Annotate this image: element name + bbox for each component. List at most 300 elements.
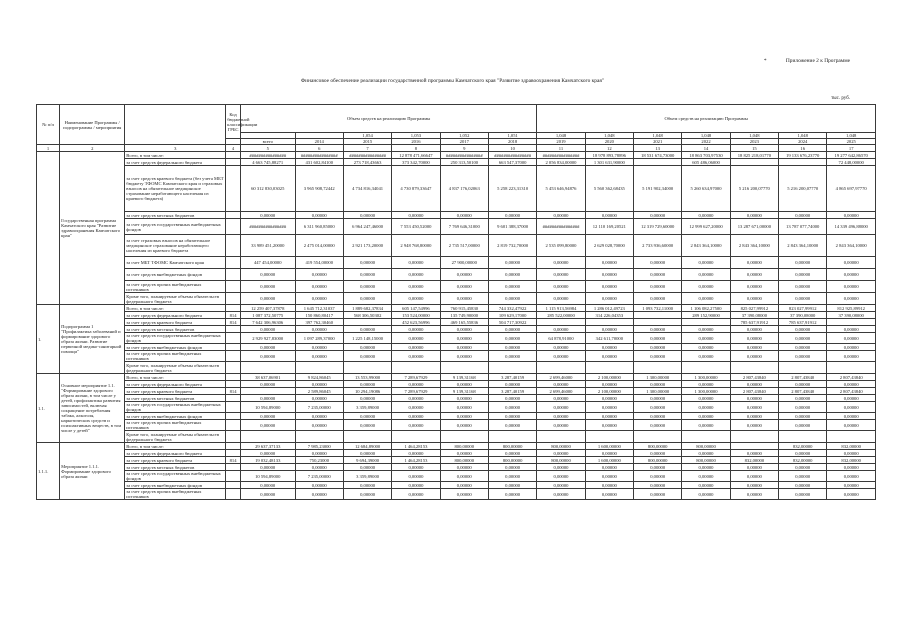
amount-cell: 0,00000 <box>779 293 827 305</box>
amount-cell: 0,00000 <box>392 471 440 482</box>
amount-cell: 0,00000 <box>295 212 343 219</box>
amount-cell <box>240 388 295 395</box>
amount-cell: 0,00000 <box>730 293 778 305</box>
header-year: 2018 <box>488 139 536 145</box>
amount-cell: 0,00000 <box>295 351 343 362</box>
column-number: 8 <box>392 145 440 152</box>
amount-cell: 0,00000 <box>392 326 440 333</box>
amount-cell: 0,00000 <box>537 464 585 471</box>
amount-cell: 12 319 729,60000 <box>634 219 682 235</box>
amount-cell: 0,00000 <box>295 344 343 351</box>
amount-cell: 0,00000 <box>488 489 536 500</box>
amount-cell: 0,00000 <box>730 471 778 482</box>
amount-cell <box>730 443 778 450</box>
amount-cell: 0,00000 <box>440 344 488 351</box>
amount-cell: 0,00000 <box>827 293 876 305</box>
amount-cell: 0,00000 <box>634 450 682 457</box>
column-number: 17 <box>827 145 876 152</box>
amount-cell: 0,00000 <box>392 293 440 305</box>
amount-cell: 19 133 676,23770 <box>779 152 827 159</box>
amount-cell: 832,00000 <box>827 457 876 464</box>
amount-cell: 18 863 703,97530 <box>682 152 730 159</box>
amount-cell: 2 807,43840 <box>730 374 778 381</box>
amount-cell: 2 843 364,10000 <box>827 235 876 257</box>
header-year: 2019 <box>537 139 585 145</box>
amount-cell: 0,00000 <box>537 413 585 420</box>
amount-cell: 1 225 148,15000 <box>343 333 391 344</box>
amount-cell: 447 454,00000 <box>240 257 295 269</box>
funding-source-label: за счет средств краевого бюджета <box>125 457 226 464</box>
amount-cell: 0,00000 <box>730 489 778 500</box>
amount-cell: 0,00000 <box>634 381 682 388</box>
section-name: Основное мероприятие 1.1. "Формирование здорового образа жизни, в том числе у детей, профилактика развития зависимостей, включая сокращение потребления табака, алкоголя, наркотических средств и психоактивных веществ, в том числе у детей" <box>60 374 125 443</box>
header-kbk-code: 1,052 <box>440 133 488 139</box>
table-row <box>37 395 876 402</box>
header-year-total: всего <box>240 139 295 145</box>
amount-cell: 0,00000 <box>240 450 295 457</box>
amount-cell: 0,00000 <box>779 413 827 420</box>
amount-cell: 0,00000 <box>392 269 440 281</box>
header-year: 2017 <box>440 139 488 145</box>
amount-cell: 0,00000 <box>827 413 876 420</box>
funding-source-label: за счет средств государственных внебюджетных фондов <box>125 219 226 235</box>
amount-cell: 3 359,89000 <box>343 471 391 482</box>
amount-cell <box>585 362 633 374</box>
amount-cell: 0,00000 <box>488 464 536 471</box>
funding-source-label: за счет средств прочих внебюджетных источников <box>125 420 226 431</box>
amount-cell: 10 594,89000 <box>240 471 295 482</box>
amount-cell: 0,00000 <box>634 402 682 413</box>
amount-cell: 0,00000 <box>440 402 488 413</box>
amount-cell: 0,00000 <box>779 489 827 500</box>
grbs-code <box>226 489 241 500</box>
amount-cell: 1 600,00000 <box>585 457 633 464</box>
amount-cell: 0,00000 <box>827 395 876 402</box>
grbs-code <box>226 212 241 219</box>
amount-cell: 2 807,43840 <box>827 388 876 395</box>
amount-cell: 0,00000 <box>730 381 778 388</box>
amount-cell <box>488 431 536 443</box>
amount-cell: 0,00000 <box>343 450 391 457</box>
header-year: 2022 <box>682 139 730 145</box>
grbs-code <box>226 395 241 402</box>
amount-cell: 38 637,06901 <box>240 374 295 381</box>
amount-cell: 0,00000 <box>730 464 778 471</box>
amount-cell: 0,00000 <box>537 212 585 219</box>
amount-cell: 1 093 732,11000 <box>634 305 682 312</box>
amount-cell: 0,00000 <box>634 281 682 293</box>
amount-cell <box>440 362 488 374</box>
amount-cell: 1 300,00000 <box>634 388 682 395</box>
section-name: Мероприятие 1.1.1. Формирование здорового образа жизни <box>60 443 125 500</box>
amount-cell <box>634 362 682 374</box>
amount-cell: 0,00000 <box>392 395 440 402</box>
amount-cell: ################ <box>240 219 295 235</box>
amount-cell: 0,00000 <box>440 464 488 471</box>
amount-cell: 0,00000 <box>240 420 295 431</box>
amount-cell: 452 623,56996 <box>392 319 440 326</box>
amount-cell: 14 339 496,88000 <box>827 219 876 235</box>
amount-cell: 7 289,67929 <box>392 374 440 381</box>
amount-cell: 0,00000 <box>295 269 343 281</box>
grbs-code <box>226 362 241 374</box>
amount-cell: 0,00000 <box>343 482 391 489</box>
amount-cell: 0,00000 <box>779 269 827 281</box>
amount-cell: 5 216 200,07770 <box>730 166 778 212</box>
amount-cell: 800,00000 <box>634 443 682 450</box>
header-kbk-code: 1,051 <box>488 133 536 139</box>
amount-cell: 0,00000 <box>295 464 343 471</box>
amount-cell: 0,00000 <box>295 293 343 305</box>
amount-cell: 37 390,08000 <box>730 312 778 319</box>
amount-cell: 823 027,99912 <box>779 305 827 312</box>
amount-cell: 0,00000 <box>779 420 827 431</box>
amount-cell: 3 965 908,72442 <box>295 166 343 212</box>
amount-cell <box>240 431 295 443</box>
amount-cell <box>585 319 633 326</box>
amount-cell: 0,00000 <box>634 293 682 305</box>
funding-source-label: за счет средств краевого бюджета (без учета МБТ бюджету ТФОМС Камчатского края и страховых взносов на обязательное медицинское страхование неработающего населения из краевого бюджета) <box>125 166 226 212</box>
amount-cell: 0,00000 <box>440 269 488 281</box>
amount-cell: 0,00000 <box>488 351 536 362</box>
amount-cell: 785 637,91912 <box>779 319 827 326</box>
grbs-code <box>226 464 241 471</box>
appendix-label: Приложение 2 к Программе <box>785 58 850 64</box>
amount-cell: 568 306,50302 <box>343 312 391 319</box>
amount-cell: 0,00000 <box>537 351 585 362</box>
amount-cell: 0,00000 <box>537 269 585 281</box>
table-row <box>37 319 876 326</box>
amount-cell: 5 191 902,34000 <box>634 166 682 212</box>
amount-cell: 0,00000 <box>488 402 536 413</box>
amount-cell: 0,00000 <box>392 413 440 420</box>
amount-cell <box>634 159 682 166</box>
amount-cell: 4 663 745,88271 <box>240 159 295 166</box>
funding-source-label: за счет средств федерального бюджета <box>125 312 226 319</box>
amount-cell: 0,00000 <box>827 450 876 457</box>
amount-cell: 0,00000 <box>634 212 682 219</box>
amount-cell: 0,00000 <box>240 344 295 351</box>
amount-cell: 0,00000 <box>730 351 778 362</box>
amount-cell: 0,00000 <box>585 450 633 457</box>
header-name: Наименование Программы / подпрограммы / мероприятия <box>60 105 125 145</box>
amount-cell <box>295 431 343 443</box>
amount-cell: 0,00000 <box>779 281 827 293</box>
amount-cell: 1 115 913,56984 <box>537 305 585 312</box>
appendix-note <box>763 58 850 64</box>
amount-cell: 0,00000 <box>488 344 536 351</box>
amount-cell: 0,00000 <box>779 257 827 269</box>
amount-cell: 0,00000 <box>585 351 633 362</box>
amount-cell: 13 553,99000 <box>343 374 391 381</box>
amount-cell: 0,00000 <box>634 344 682 351</box>
amount-cell <box>827 319 876 326</box>
amount-cell: 2 807,43840 <box>779 388 827 395</box>
amount-cell: 0,00000 <box>779 212 827 219</box>
amount-cell: 0,00000 <box>585 257 633 269</box>
amount-cell: ################ <box>537 219 585 235</box>
amount-cell: 0,00000 <box>634 395 682 402</box>
amount-cell: 0,00000 <box>392 212 440 219</box>
amount-cell <box>537 362 585 374</box>
amount-cell: 9 694,39000 <box>343 457 391 464</box>
column-number: 1 <box>37 145 60 152</box>
header-kbk-code: 1,048 <box>682 133 730 139</box>
funding-source-label: Всего, в том числе: <box>125 152 226 159</box>
amount-cell: 0,00000 <box>537 257 585 269</box>
grbs-code <box>226 374 241 381</box>
amount-cell: 0,00000 <box>440 333 488 344</box>
column-number: 14 <box>682 145 730 152</box>
header-index: № п/п <box>37 105 60 145</box>
amount-cell: 6 311 960,85000 <box>295 219 343 235</box>
amount-cell: 0,00000 <box>392 351 440 362</box>
table-row <box>37 482 876 489</box>
amount-cell: 0,00000 <box>730 450 778 457</box>
amount-cell: 0,00000 <box>295 395 343 402</box>
amount-cell: 0,00000 <box>537 293 585 305</box>
amount-cell: 29 637,37133 <box>240 443 295 450</box>
amount-cell: 1 645 712,31037 <box>295 305 343 312</box>
amount-cell: 150 860,80417 <box>295 312 343 319</box>
amount-cell: 0,00000 <box>779 450 827 457</box>
amount-cell: 2 056 834,00000 <box>537 159 585 166</box>
amount-cell: 0,00000 <box>827 381 876 388</box>
table-row <box>37 257 876 269</box>
amount-cell: 0,00000 <box>295 326 343 333</box>
amount-cell: 785 637,91912 <box>730 319 778 326</box>
column-number: 13 <box>634 145 682 152</box>
amount-cell: 10 594,89000 <box>240 402 295 413</box>
grbs-code: 814 <box>226 457 241 464</box>
amount-cell: 0,00000 <box>682 281 730 293</box>
amount-cell: 2 929 927,83000 <box>240 333 295 344</box>
table-row <box>37 269 876 281</box>
table-row <box>37 413 876 420</box>
amount-cell: 0,00000 <box>240 326 295 333</box>
amount-cell: 0,00000 <box>827 420 876 431</box>
section-name: Подпрограмма 1 "Профилактика заболеваний и формирование здорового образа жизни. Развитие первичной медико-санитарной помощи" <box>60 305 125 374</box>
funding-source-label: за счет средств государственных внебюджетных фондов <box>125 471 226 482</box>
amount-cell: 0,00000 <box>392 482 440 489</box>
funding-source-label: Всего, в том числе: <box>125 443 226 450</box>
amount-cell: 0,00000 <box>682 464 730 471</box>
amount-cell: 5 258 223,31310 <box>488 166 536 212</box>
amount-cell <box>240 362 295 374</box>
amount-cell: 37 390,08000 <box>827 312 876 319</box>
amount-cell: 0,00000 <box>827 351 876 362</box>
amount-cell: 0,00000 <box>730 212 778 219</box>
table-row <box>37 159 876 166</box>
grbs-code <box>226 152 241 159</box>
table-row <box>37 312 876 319</box>
amount-cell: 0,00000 <box>585 281 633 293</box>
amount-cell: 0,00000 <box>730 333 778 344</box>
amount-cell: 4 865 697,97770 <box>827 166 876 212</box>
amount-cell: 13 787 077,74000 <box>779 219 827 235</box>
amount-cell: 12 684,89000 <box>343 443 391 450</box>
amount-cell: 289 152,90000 <box>682 312 730 319</box>
amount-cell: 0,00000 <box>537 344 585 351</box>
funding-source-label: за счет средств внебюджетных фондов <box>125 482 226 489</box>
amount-cell: 0,00000 <box>343 381 391 388</box>
amount-cell: 0,00000 <box>585 212 633 219</box>
amount-cell: 10 294,19086 <box>343 388 391 395</box>
column-number: 6 <box>295 145 343 152</box>
amount-cell: 812 925,89912 <box>827 305 876 312</box>
amount-cell: 0,00000 <box>682 482 730 489</box>
section-index: 1.1. <box>37 374 60 443</box>
funding-source-label: Кроме того, планируемые объемы обязательств федерального бюджета <box>125 293 226 305</box>
section-row-total <box>37 374 876 381</box>
amount-cell: 1 600,00000 <box>585 443 633 450</box>
amount-cell: 431 602,84100 <box>295 159 343 166</box>
amount-cell <box>392 362 440 374</box>
table-row <box>37 235 876 257</box>
amount-cell: 7 235,00000 <box>295 402 343 413</box>
amount-cell <box>343 319 391 326</box>
column-number: 11 <box>537 145 585 152</box>
amount-cell: 760 915,45830 <box>440 305 488 312</box>
amount-cell: 0,00000 <box>392 464 440 471</box>
amount-cell: 4 734 816,34041 <box>343 166 391 212</box>
amount-cell: 0,00000 <box>537 381 585 388</box>
amount-cell: 0,00000 <box>827 489 876 500</box>
amount-cell: 0,00000 <box>682 395 730 402</box>
funding-source-label: за счет средств прочих внебюджетных источников <box>125 489 226 500</box>
amount-cell <box>730 159 778 166</box>
amount-cell <box>634 312 682 319</box>
amount-cell: 0,00000 <box>440 326 488 333</box>
amount-cell <box>779 431 827 443</box>
amount-cell: 2 807,43840 <box>779 374 827 381</box>
amount-cell: 1 464,28153 <box>392 443 440 450</box>
grbs-code <box>226 235 241 257</box>
funding-source-label: Кроме того, планируемые объемы обязательств федерального бюджета <box>125 362 226 374</box>
amount-cell: 0,00000 <box>634 482 682 489</box>
amount-cell: 0,00000 <box>779 395 827 402</box>
funding-source-label: Кроме того, планируемые объемы обязательств федерального бюджета <box>125 431 226 443</box>
amount-cell: 12 999 627,20000 <box>682 219 730 235</box>
amount-cell: 800,00000 <box>537 457 585 464</box>
grbs-code <box>226 159 241 166</box>
table-row <box>37 450 876 457</box>
amount-cell: 0,00000 <box>392 420 440 431</box>
table-row <box>37 381 876 388</box>
header-year: 2016 <box>392 139 440 145</box>
grbs-code: 814 <box>226 312 241 319</box>
header-kbk-code: 1,048 <box>779 133 827 139</box>
grbs-code <box>226 443 241 450</box>
funding-source-label: за счет средств прочих внебюджетных источников <box>125 281 226 293</box>
amount-cell: 0,00000 <box>682 450 730 457</box>
amount-cell: 135 749,90000 <box>440 312 488 319</box>
funding-source-label: за счет средств внебюджетных фондов <box>125 413 226 420</box>
amount-cell: 0,00000 <box>827 326 876 333</box>
amount-cell: 0,00000 <box>827 402 876 413</box>
amount-cell: 0,00000 <box>634 326 682 333</box>
amount-cell: 0,00000 <box>343 413 391 420</box>
amount-cell: ################ <box>343 152 391 159</box>
amount-cell: 0,00000 <box>343 395 391 402</box>
amount-cell: 2 699,46000 <box>537 374 585 381</box>
amount-cell: 800,00000 <box>440 457 488 464</box>
financing-table <box>36 104 876 500</box>
column-number: 3 <box>125 145 226 152</box>
amount-cell: 0,00000 <box>440 293 488 305</box>
units-label: тыс. руб. <box>831 96 850 101</box>
amount-cell: 0,00000 <box>634 464 682 471</box>
amount-cell: 0,00000 <box>295 381 343 388</box>
grbs-code <box>226 381 241 388</box>
amount-cell: 0,00000 <box>440 471 488 482</box>
amount-cell: 0,00000 <box>730 326 778 333</box>
amount-cell: 9 139,31168 <box>440 374 488 381</box>
amount-cell: 3 287,40159 <box>488 388 536 395</box>
amount-cell: 0,00000 <box>488 269 536 281</box>
amount-cell: ################ <box>440 152 488 159</box>
amount-cell: 1 087 372,50775 <box>240 312 295 319</box>
amount-cell: 2 100,00000 <box>585 374 633 381</box>
amount-cell: 0,00000 <box>440 395 488 402</box>
amount-cell: 4 730 879,33647 <box>392 166 440 212</box>
amount-cell: 64 878,91000 <box>537 333 585 344</box>
amount-cell: 0,00000 <box>585 344 633 351</box>
amount-cell: 0,00000 <box>730 344 778 351</box>
amount-cell: 0,00000 <box>634 269 682 281</box>
table-row <box>37 333 876 344</box>
table-row <box>37 219 876 235</box>
amount-cell: 18 978 893,78896 <box>585 152 633 159</box>
amount-cell: 0,00000 <box>295 450 343 457</box>
amount-cell: 0,00000 <box>682 420 730 431</box>
amount-cell: 0,00000 <box>343 269 391 281</box>
amount-cell: 0,00000 <box>682 471 730 482</box>
amount-cell: 0,00000 <box>240 269 295 281</box>
header-code: Код бюджетной классификации ГРБС <box>226 105 241 139</box>
amount-cell: 0,00000 <box>827 269 876 281</box>
header-kbk-code: 1,048 <box>585 133 633 139</box>
amount-cell: 605 486,06000 <box>682 159 730 166</box>
amount-cell: 0,00000 <box>440 413 488 420</box>
amount-cell <box>682 362 730 374</box>
header-source <box>125 105 226 145</box>
amount-cell: 0,00000 <box>585 326 633 333</box>
amount-cell: 0,00000 <box>682 402 730 413</box>
amount-cell: 0,00000 <box>634 351 682 362</box>
amount-cell: 2 843 364,10000 <box>779 235 827 257</box>
amount-cell: 18 825 218,01770 <box>730 152 778 159</box>
column-number: 16 <box>779 145 827 152</box>
amount-cell: 0,00000 <box>634 420 682 431</box>
header-kbk-code: 1,048 <box>730 133 778 139</box>
amount-cell: 0,00000 <box>488 413 536 420</box>
amount-cell: 0,00000 <box>682 326 730 333</box>
amount-cell: 153 524,00000 <box>392 312 440 319</box>
amount-cell: 800,00000 <box>488 443 536 450</box>
amount-cell: 0,00000 <box>343 489 391 500</box>
amount-cell: 0,00000 <box>537 281 585 293</box>
amount-cell: 0,00000 <box>240 464 295 471</box>
amount-cell: 0,00000 <box>240 293 295 305</box>
amount-cell: 0,00000 <box>730 281 778 293</box>
amount-cell: 0,00000 <box>488 471 536 482</box>
funding-source-label: за счет средств прочих внебюджетных источников <box>125 351 226 362</box>
grbs-code <box>226 431 241 443</box>
funding-source-label: за счет средств государственных внебюджетных фондов <box>125 333 226 344</box>
amount-cell: 0,00000 <box>585 395 633 402</box>
section-row-total <box>37 443 876 450</box>
